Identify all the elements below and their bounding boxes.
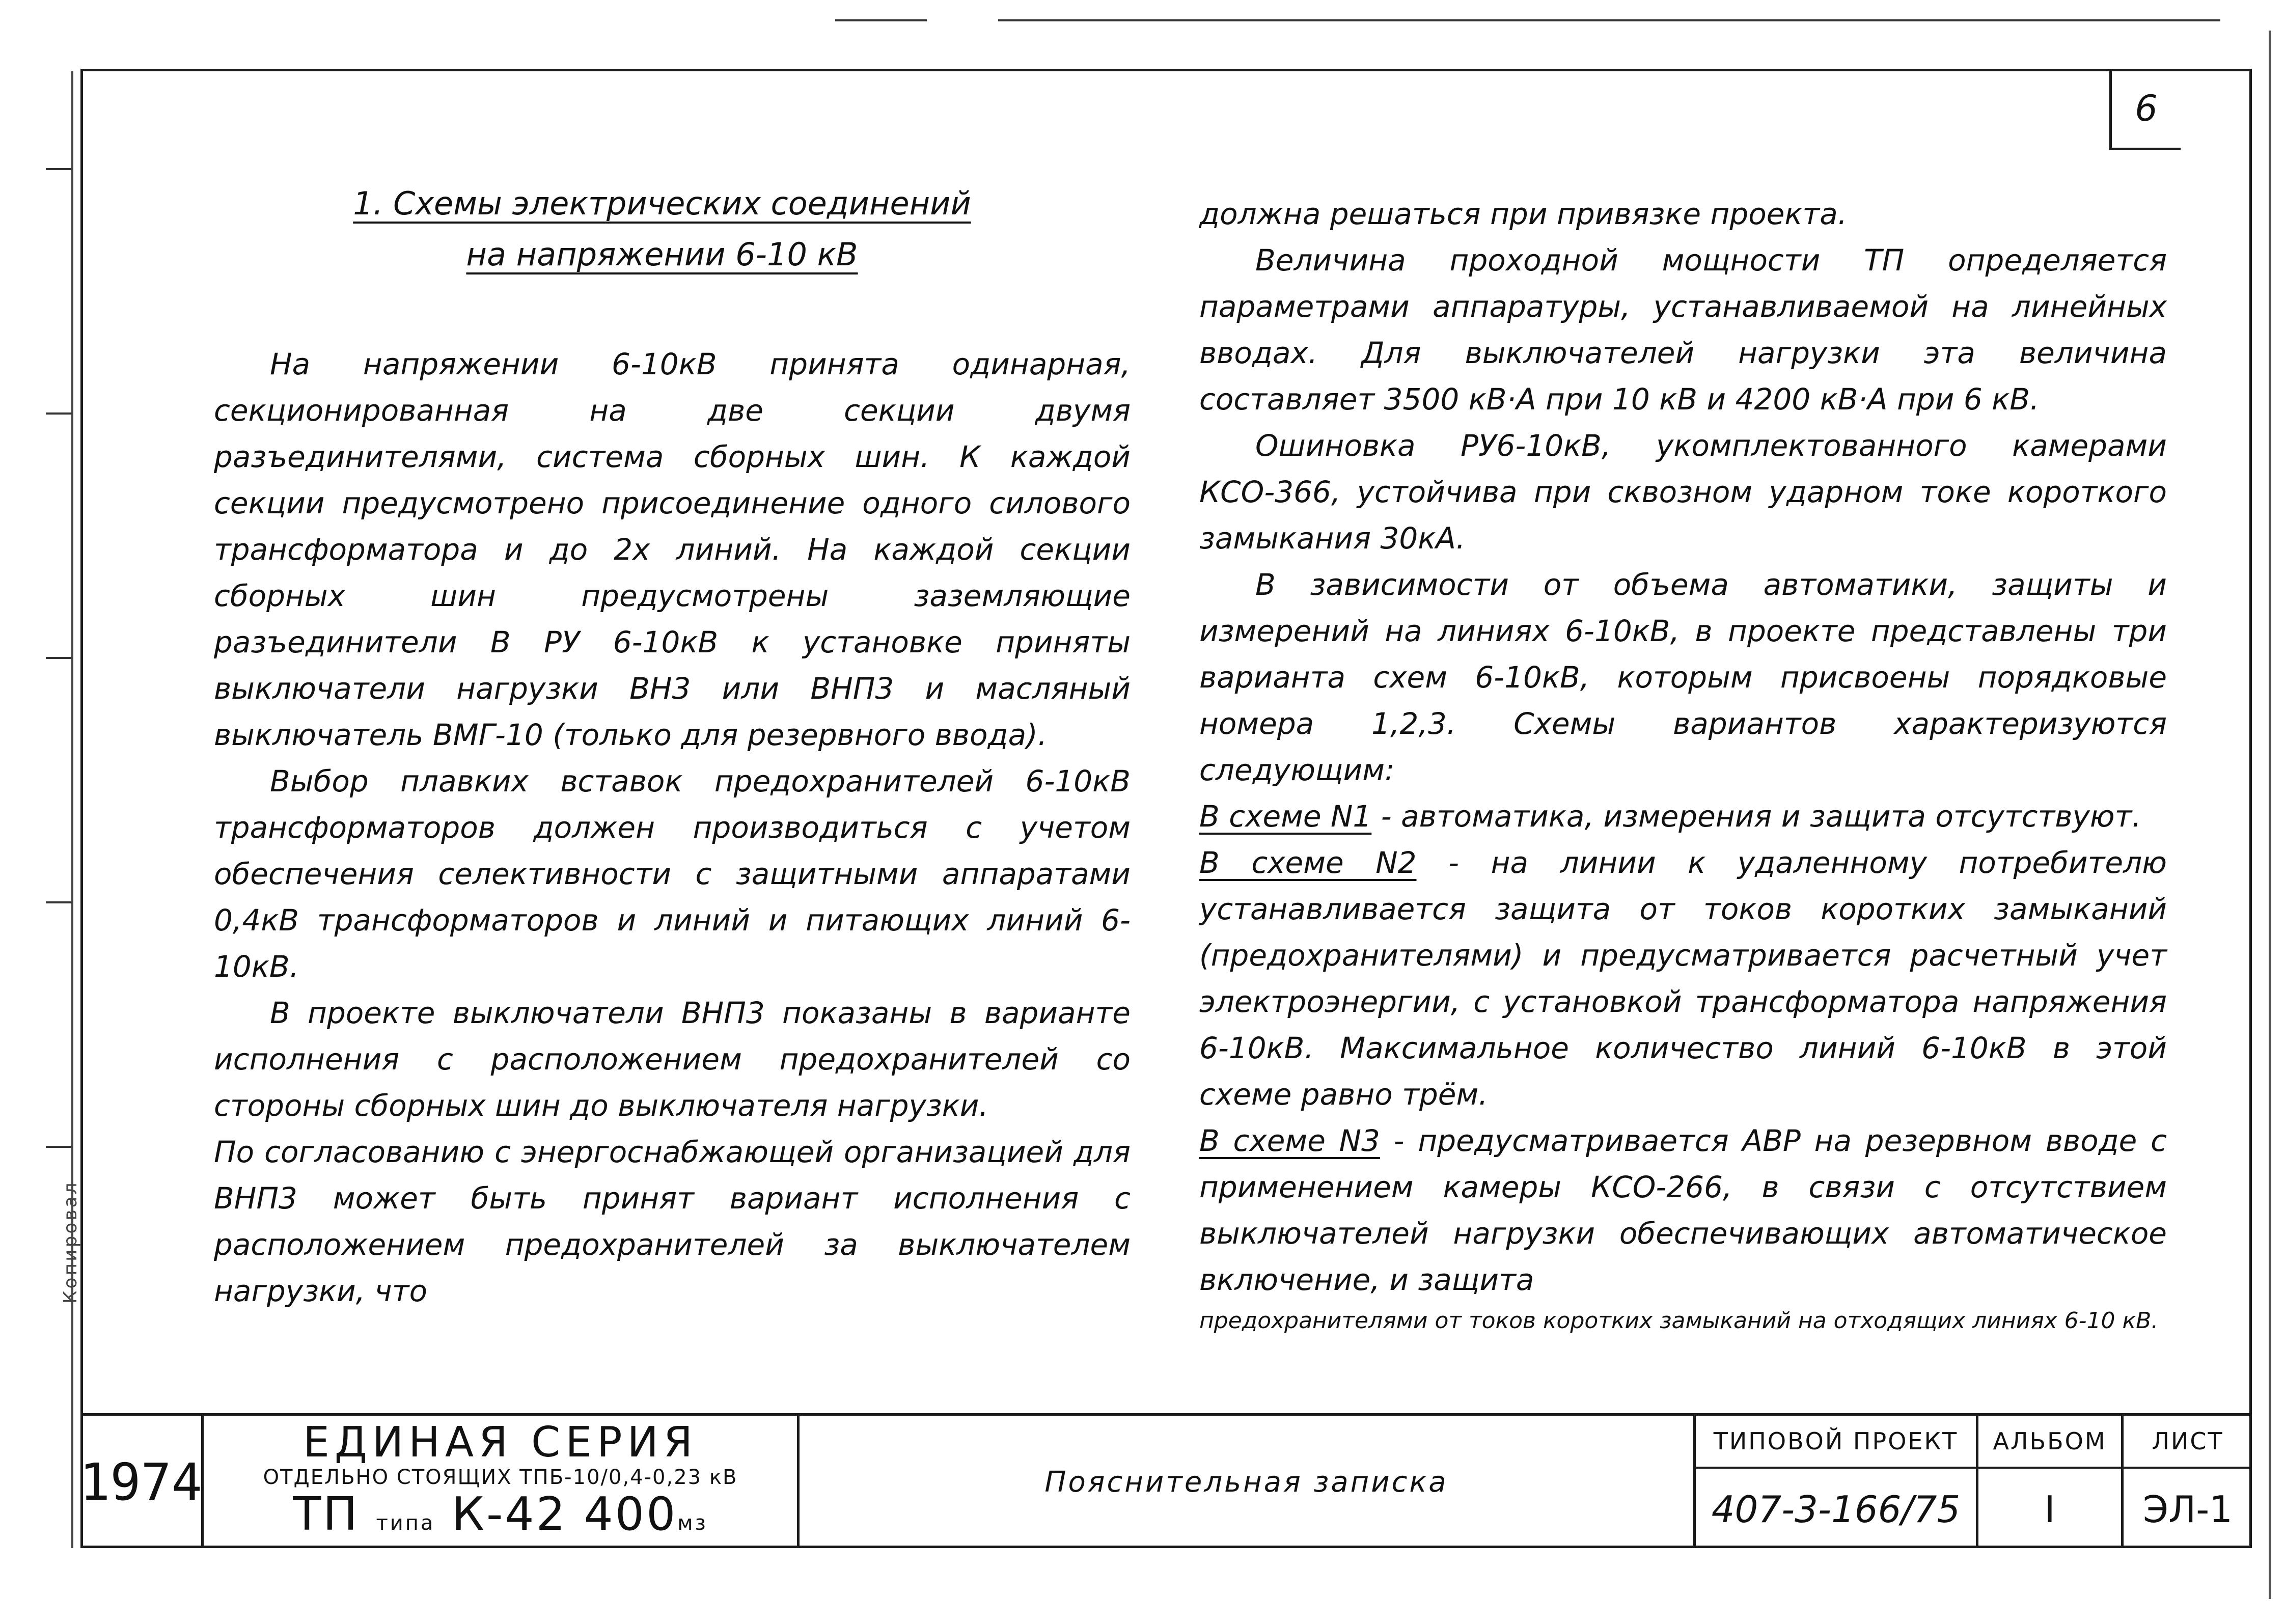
- top-edge-mark: [998, 19, 2220, 21]
- album-header: АЛЬБОМ: [1978, 1416, 2121, 1469]
- scheme-2-label: В схеме N2: [1199, 845, 1417, 880]
- margin-stamp: Копировал: [60, 1180, 81, 1304]
- album-number: I: [2044, 1488, 2055, 1531]
- margin-tick: [46, 1146, 71, 1148]
- binding-margin-line: [71, 71, 73, 1548]
- series-type: [204, 1489, 797, 1549]
- paragraph: Ошиновка РУ6-10кВ, укомплектованного камерами КСО-366, устойчива при сквозном ударном токе короткого замыкания 30кА.: [1199, 428, 2167, 556]
- scheme-2-paragraph: [1199, 840, 2167, 1118]
- project-cell: [1693, 1416, 1976, 1548]
- paragraph: По согласованию с энергоснабжающей организацией для ВНП3 может быть принят вариант исполнения с расположением предохранителей за выключателем нагрузки, что: [214, 1135, 1131, 1308]
- paragraph: Величина проходной мощности ТП определяется параметрами аппаратуры, устанавливаемой на линейных вводах. Для выключателей нагрузки эта величина составляет 3500 кВ·А при 10 кВ и 4200 кВ·А при 6 кВ.: [1199, 243, 2167, 417]
- series-tipa: типа: [376, 1511, 435, 1535]
- scheme-1-paragraph: [1199, 793, 2167, 840]
- margin-tick: [46, 168, 71, 170]
- sheet-number: 6: [2109, 69, 2181, 150]
- sheet-code: ЭЛ-1: [2142, 1488, 2233, 1531]
- title-block: [80, 1413, 2252, 1548]
- paragraph: Выбор плавких вставок предохранителей 6-10кВ трансформаторов должен производиться с учетом обеспечения селективности с защитными аппаратами 0,4кВ трансформаторов и линий и питающих линий 6-10кВ.: [214, 764, 1131, 984]
- margin-tick: [46, 901, 71, 903]
- year: 1974: [79, 1452, 202, 1512]
- sheet-header: ЛИСТ: [2124, 1416, 2252, 1469]
- series-cell: [201, 1416, 797, 1548]
- left-column: [214, 178, 1131, 1314]
- margin-tick: [46, 657, 71, 659]
- paragraph: В проекте выключатели ВНП3 показаны в варианте исполнения с расположением предохранителей со стороны сборных шин до выключателя нагрузки.: [214, 996, 1131, 1123]
- series-tp: ТП: [293, 1488, 360, 1541]
- series-code: К-42 400: [452, 1488, 678, 1541]
- scheme-1-text: - автоматика, измерения и защита отсутствуют.: [1371, 799, 2141, 834]
- document-name: Пояснительная записка: [797, 1416, 1693, 1548]
- series-subtitle: ОТДЕЛЬНО СТОЯЩИХ ТПБ-10/0,4-0,23 кВ: [263, 1466, 738, 1489]
- project-number: 407-3-166/75: [1711, 1488, 1961, 1531]
- scheme-1-label: В схеме N1: [1199, 799, 1372, 834]
- top-edge-mark: [835, 19, 927, 21]
- right-edge-line: [2269, 31, 2271, 1599]
- section-title-line2: на напряжении 6-10 кВ: [466, 236, 858, 273]
- series-title: ЕДИНАЯ СЕРИЯ: [303, 1418, 698, 1467]
- section-title: [194, 178, 1131, 280]
- paragraph: На напряжении 6-10кВ принята одинарная, секционированная на две секции двумя разъединителями, система сборных шин. К каждой секции предусмотрено присоединение одного силового трансформатора и до 2х линий. На каждой секции сборных шин предусмотрены заземляющие разъединители В РУ 6-10кВ к установке приняты выключатели нагрузки ВН3 или ВНП3 и масляный выключатель ВМГ-10 (только для резервного ввода).: [214, 347, 1131, 752]
- series-suffix: мз: [677, 1511, 708, 1535]
- margin-tick: [46, 412, 71, 415]
- sheet-cell: [2121, 1416, 2252, 1548]
- album-cell: [1976, 1416, 2121, 1548]
- scheme-3-text: - предусматривается АВР на резервном вводе с применением камеры КСО-266, в связи с отсутствием выключателей нагрузки обеспечивающих автоматическое включение, и защита: [1199, 1123, 2167, 1297]
- scheme-3-paragraph: [1199, 1118, 2167, 1303]
- scheme-3-tail: предохранителями от токов коротких замыканий на отходящих линиях 6-10 кВ.: [1199, 1308, 2159, 1334]
- scheme-3-label: В схеме N3: [1199, 1123, 1380, 1158]
- scheme-2-text: - на линии к удаленному потребителю устанавливается защита от токов коротких замыканий (предохранителями) и предусматривается расчетный учет электроэнергии, с установкой трансформатора напряжения 6-10кВ. Максимальное количество линий 6-10кВ в этой схеме равно трём.: [1199, 845, 2167, 1112]
- project-header: ТИПОВОЙ ПРОЕКТ: [1696, 1416, 1976, 1469]
- right-column: [1199, 191, 2167, 1339]
- paragraph: должна решаться при привязке проекта.: [1199, 197, 1848, 231]
- paragraph: В зависимости от объема автоматики, защиты и измерений на линиях 6-10кВ, в проекте представлены три варианта схем 6-10кВ, которым присвоены порядковые номера 1,2,3. Схемы вариантов характеризуются следующим:: [1199, 567, 2167, 787]
- section-title-line1: 1. Схемы электрических соединений: [353, 185, 971, 222]
